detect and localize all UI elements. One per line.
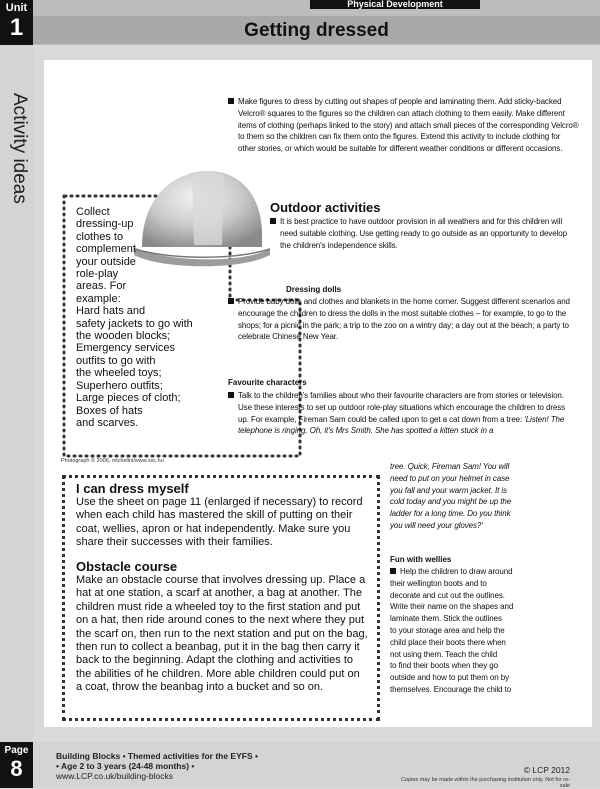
quote-line: ladder for a long time. Do you think	[390, 509, 511, 519]
footer-copyright: © LCP 2012	[523, 765, 570, 775]
favourite-body: Talk to the children's families about who their favourite characters are from stories or television. Use these interests to set up outdoor role-play situations which encourage the children to dress up. For example, Fireman Sam could be called upon to get a cat down from a tree:	[238, 391, 566, 424]
wellies-line: child place their boots there when	[390, 637, 506, 647]
wellies-line: laminate them. Stick the outlines	[390, 614, 502, 624]
collect-line: dressing-up	[76, 218, 134, 231]
wellies-line: their wellington boots and to	[390, 578, 487, 588]
page-title: Getting dressed	[244, 20, 389, 41]
collect-line: example:	[76, 292, 121, 305]
quote-line: cold today and you might be up the	[390, 497, 512, 507]
collect-line: Boxes of hats	[76, 404, 143, 417]
wellies-line: themselves. Encourage the child to	[390, 684, 512, 694]
collect-line: Emergency services	[76, 342, 176, 355]
footer-book: Building Blocks • Themed activities for the EYFS •	[56, 751, 258, 761]
quote-line: you will need your gloves?'	[390, 520, 483, 530]
bullet-square-icon	[228, 298, 234, 304]
obstacle-heading: Obstacle course	[76, 559, 178, 574]
collect-line: the wheeled toys;	[76, 367, 162, 380]
page-badge	[0, 742, 33, 788]
wellies-bullet	[390, 566, 580, 696]
favourite-quote-cont	[390, 461, 580, 532]
bullet-square-icon	[390, 568, 396, 574]
outdoor-bullet	[270, 216, 570, 251]
bullet-square-icon	[270, 218, 276, 224]
footer-book-info	[56, 751, 258, 782]
wellies-line: Help the children to draw around	[400, 567, 513, 576]
collect-line: complement	[76, 243, 136, 256]
side-title: Activity ideas	[9, 93, 30, 204]
wellies-line: outside and how to put them on by	[390, 673, 510, 683]
wellies-line: to your storage area and help the	[390, 625, 505, 635]
wellies-heading: Fun with wellies	[390, 555, 452, 564]
collect-line: clothes to	[76, 230, 124, 243]
collect-line: Collect	[76, 206, 110, 218]
footer-url[interactable]: www.LCP.co.uk/building-blocks	[56, 771, 174, 782]
dressing-dolls-text: Provide baby dolls and clothes and blankets in the home corner. Suggest different scenarios and encourage the children to dress the dolls in the most suitable clothes – for example, to go to the shops; for a picnic in the park; a trip to the zoo on a wintry day; a day out at the beach; a party to celebrate Chinese New Year.	[238, 297, 570, 342]
wellies-line: not using them. Teach the child	[390, 649, 498, 659]
outdoor-text: It is best practice to have outdoor provision in all weathers and for this children will need suitable clothing. Use getting ready to go outside as an opportunity to develop the children's independence skills.	[280, 217, 567, 250]
footer-age: • Age 2 to 3 years (24-48 months) •	[56, 761, 195, 772]
unit-label: Unit	[5, 2, 28, 14]
dressing-dolls-bullet	[228, 296, 576, 343]
photo-credit: Photograph © 2006, michelini/www.sxc.hu	[61, 458, 164, 464]
wellies-line: Write their name on the shapes and	[390, 602, 514, 612]
i-can-heading: I can dress myself	[76, 481, 189, 496]
favourite-heading: Favourite characters	[228, 378, 307, 387]
collect-line: Hard hats and	[76, 305, 146, 318]
i-can-text: Use the sheet on page 11 (enlarged if necessary) to record when each child has mastered the skill of putting on their coat, wellies, apron or hat independently. Make sure you share their successes with their families.	[76, 496, 363, 549]
favourite-text	[238, 390, 576, 437]
collect-line: and scarves.	[76, 416, 139, 429]
quote-line: need to put on your helmet in case	[390, 473, 510, 483]
quote-line: tree. Quick, Fireman Sam! You will	[390, 462, 510, 471]
intro-text: Make figures to dress by cutting out shapes of people and laminating them. Add sticky-backed Velcro® squares to the figures so the children can attach clothing to them easily. Make different items of clothing (perhaps linked to the story) and attach small pieces of the corresponding Velcro® to them so the children can fix them onto the figures. Extend this activity to include clothing for other stories, or which would be suitable for different weather conditions or different occasions.	[238, 97, 579, 154]
page-label: Page	[4, 745, 29, 756]
collect-line: Superhero outfits;	[76, 379, 163, 392]
outdoor-heading: Outdoor activities	[270, 200, 381, 215]
collect-line: Large pieces of cloth;	[76, 392, 181, 405]
dressing-dolls-heading: Dressing dolls	[286, 285, 342, 294]
bullet-square-icon	[228, 392, 234, 398]
collect-line: safety jackets to go with	[76, 317, 193, 330]
collect-line: role-play	[76, 268, 119, 281]
favourite-bullet	[228, 390, 576, 437]
collect-line: the wooden blocks;	[76, 330, 171, 343]
collect-line: your outside	[76, 255, 136, 268]
footer-copyright-block	[400, 765, 570, 789]
wellies-line: decorate and cut out the outlines.	[390, 590, 505, 600]
wellies-line: to find their boots when they go	[390, 661, 498, 671]
section-tag: Physical Development	[310, 0, 480, 9]
footer-copy-note: Copies may be made within the purchasing institution only. Not for re-sale	[401, 777, 570, 789]
favourite-quote-start: 'Listen! The telephone is ringing. Oh, it's Mrs Smith. She has spotted a kitten stuck in a	[238, 414, 565, 436]
collect-line: outfits to go with	[76, 354, 156, 367]
collect-line: areas. For	[76, 280, 127, 293]
page-number: 8	[10, 756, 23, 781]
obstacle-text: Make an obstacle course that involves dressing up. Place a hat at one station, a scarf at another, a bag at another. The children must ride a wheeled toy to the first station and put on a hat, then ride around cones to the next where they put the scarf on, then run to the next station and put on the bag, then run to collect a beanbag, put it in the bag then carry it back to the beginning. Adapt the clothing and activities to the abilities of he children. More able children could put on a coat, throw the beanbag into a bucket and so on.	[76, 574, 368, 694]
unit-number: 1	[9, 14, 24, 41]
quote-line: you fall and your warm jacket. It is	[390, 485, 507, 495]
wellies-text	[390, 566, 580, 578]
